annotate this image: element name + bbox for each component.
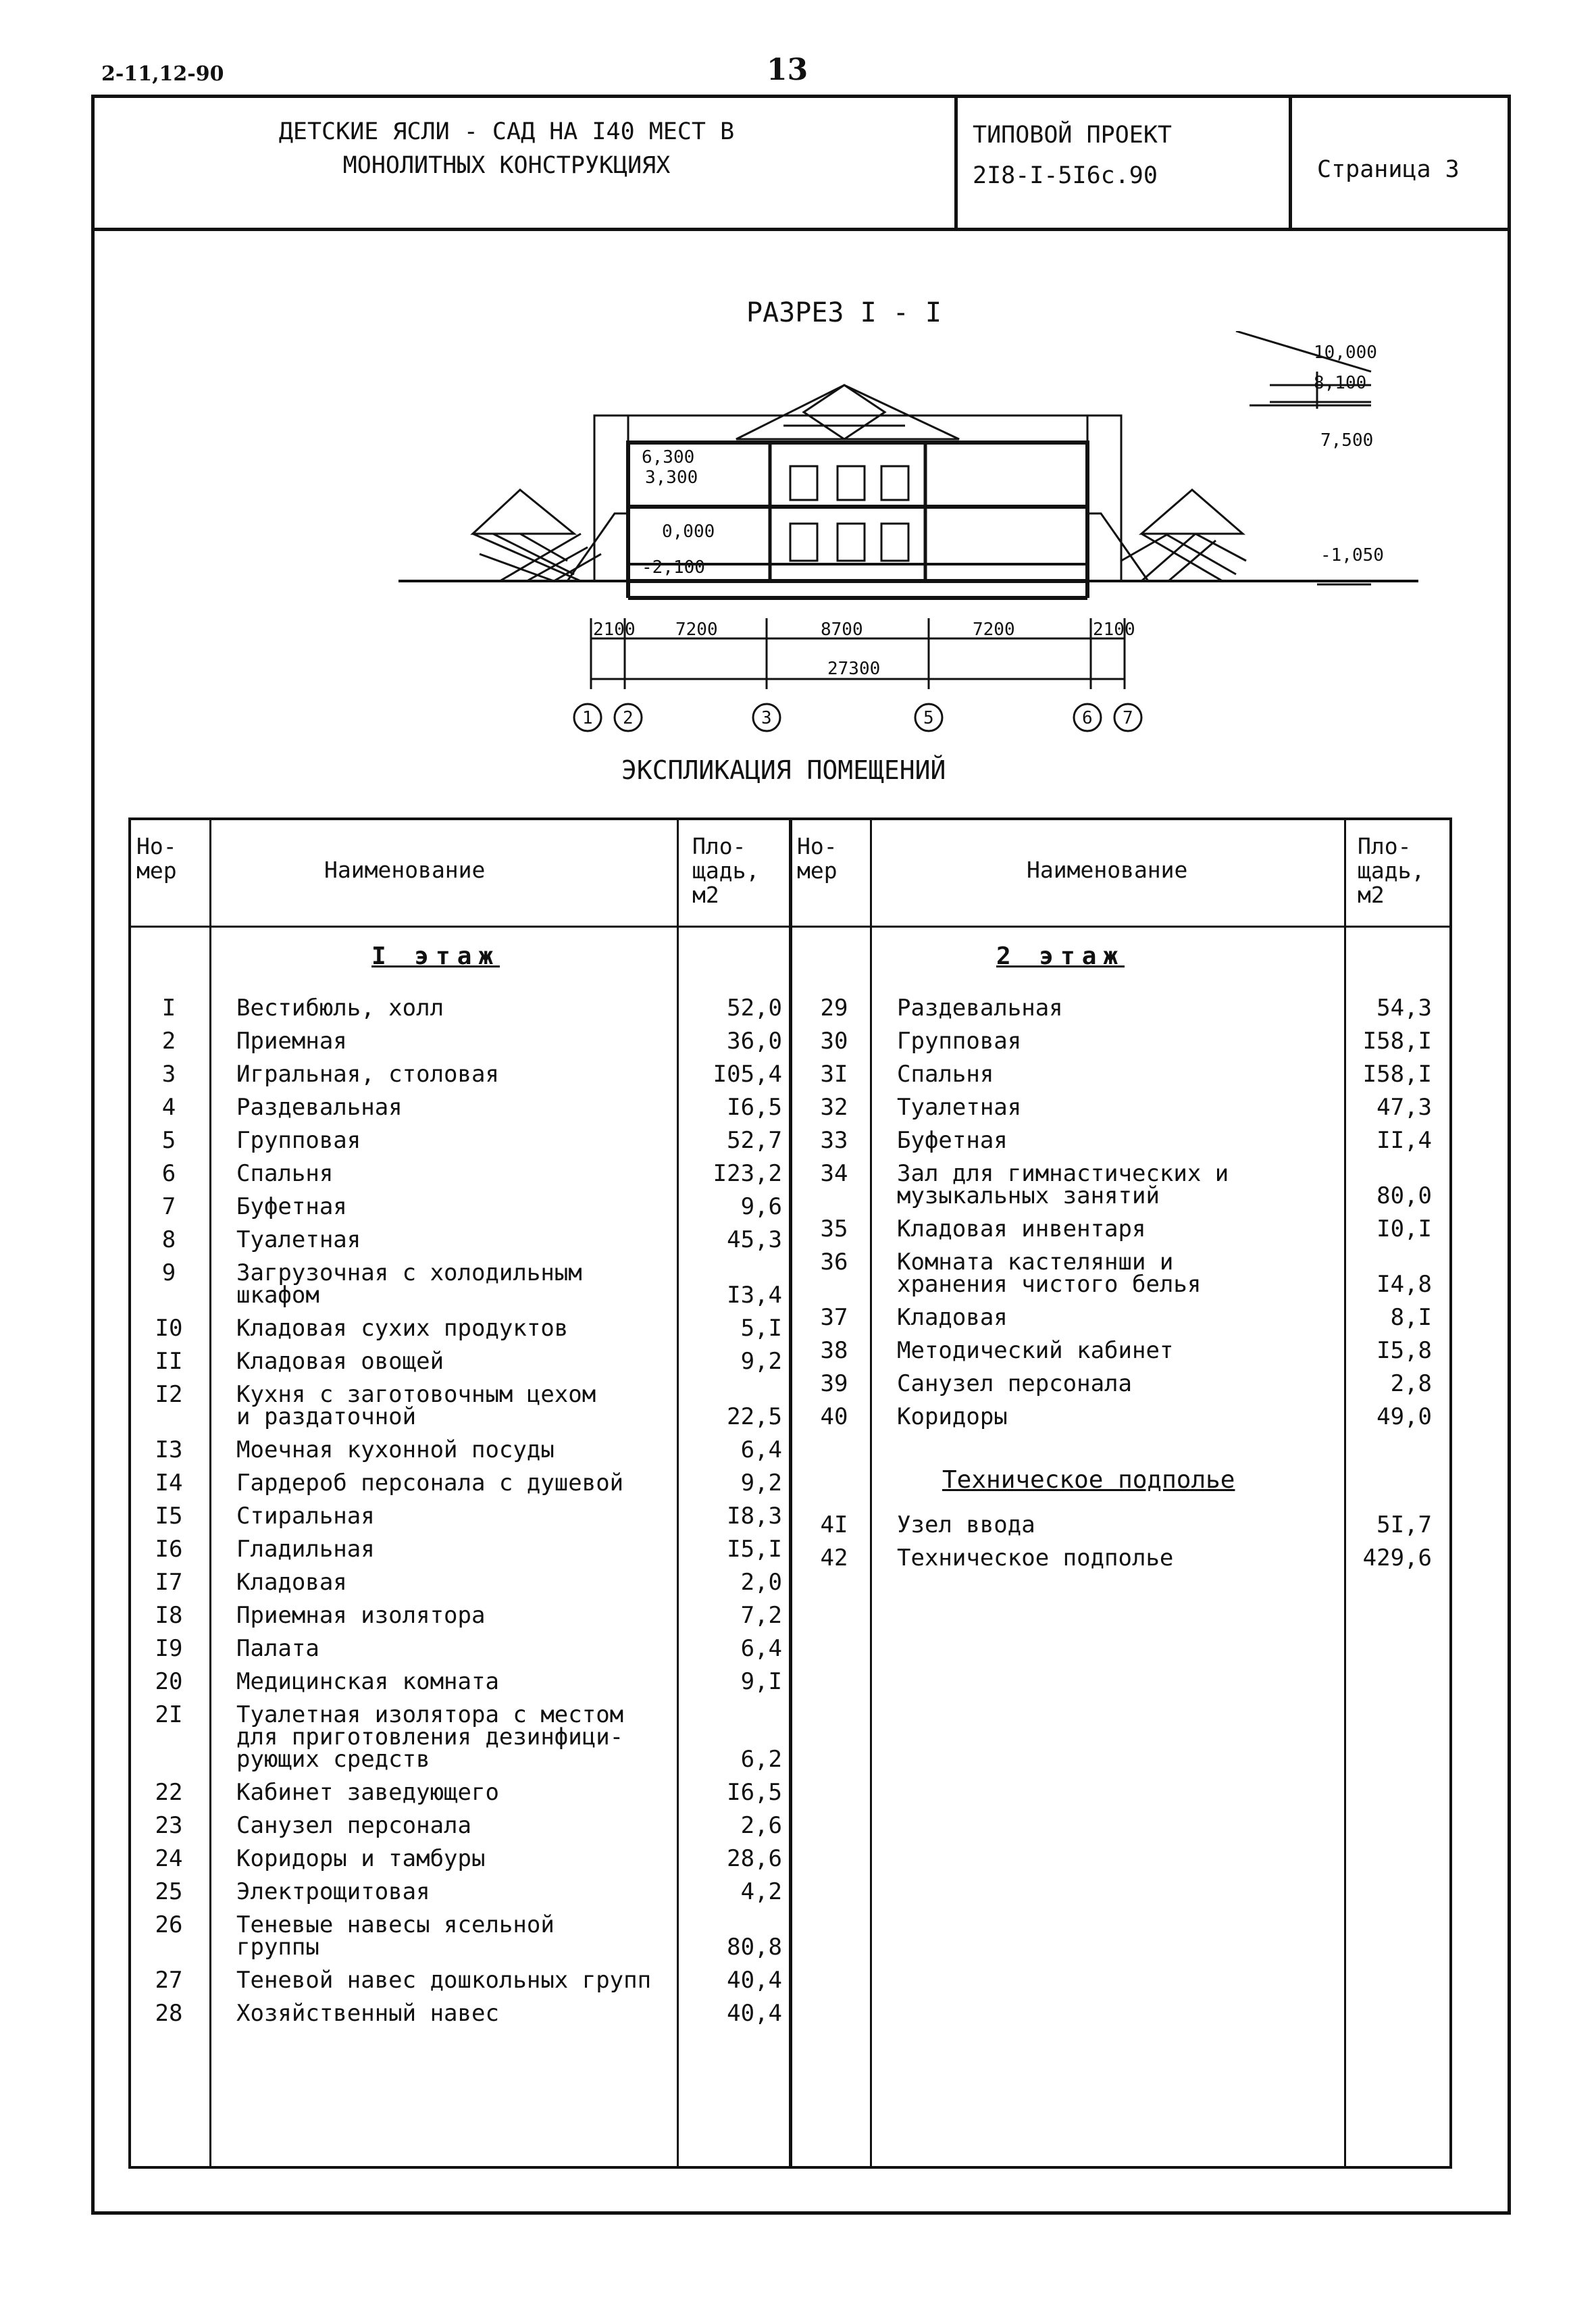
row-name: Приемная изолятора xyxy=(236,1602,486,1629)
row-name: Раздевальная xyxy=(236,1094,403,1121)
row-area: 5,І xyxy=(740,1315,782,1342)
row-area: І05,4 xyxy=(713,1061,782,1088)
row-area: 6,2 xyxy=(740,1746,782,1773)
row-name: Стиральная xyxy=(236,1503,375,1530)
row-name: Моечная кухонной посуды xyxy=(236,1436,555,1463)
row-area: І0,І xyxy=(1376,1215,1432,1242)
header-col-divider-2 xyxy=(1289,95,1292,230)
row-area: 54,3 xyxy=(1376,995,1432,1022)
row-area: 22,5 xyxy=(727,1403,782,1430)
row-name: Туалетная xyxy=(236,1226,361,1253)
row-name: Санузел персонала xyxy=(897,1370,1132,1397)
row-area: 28,6 xyxy=(727,1845,782,1872)
row-name: Кабинет заведующего xyxy=(236,1779,499,1806)
row-number: І5 xyxy=(155,1503,183,1530)
row-number: 23 xyxy=(155,1812,183,1839)
row-name: Кухня с заготовочным цехом xyxy=(236,1381,596,1408)
row-name: Групповая xyxy=(236,1127,361,1154)
row-name: Методический кабинет xyxy=(897,1337,1174,1364)
row-number: ІІ xyxy=(155,1348,183,1375)
row-number: 26 xyxy=(155,1911,183,1938)
section-title: РАЗРЕЗ І - І xyxy=(746,297,942,328)
row-name: рующих средств xyxy=(236,1746,430,1773)
row-name: Электрощитовая xyxy=(236,1878,430,1905)
row-name: Гладильная xyxy=(236,1536,375,1563)
row-number: І4 xyxy=(155,1469,183,1496)
rooms-table xyxy=(128,818,1452,2169)
row-number: 24 xyxy=(155,1845,183,1872)
row-name: Кладовая xyxy=(236,1569,347,1596)
row-number: 2І xyxy=(155,1701,183,1728)
row-name: шкафом xyxy=(236,1282,319,1309)
dim-7200-right: 7200 xyxy=(973,620,1015,640)
row-number: 6 xyxy=(161,1160,176,1187)
project-label: ТИПОВОЙ ПРОЕКТ xyxy=(973,122,1173,149)
axis-2: 2 xyxy=(623,708,634,728)
row-area: 9,2 xyxy=(740,1469,782,1496)
row-name: Вестибюль, холл xyxy=(236,995,444,1022)
elevation-0000: 0,000 xyxy=(662,522,715,542)
elevation-minus-1050: -1,050 xyxy=(1320,545,1384,565)
row-area: 45,3 xyxy=(727,1226,782,1253)
row-name: Коридоры и тамбуры xyxy=(236,1845,486,1872)
row-number: 29 xyxy=(820,995,848,1022)
elevation-7500: 7,500 xyxy=(1320,430,1374,451)
section-drawing xyxy=(378,331,1432,750)
row-number: 4І xyxy=(820,1511,848,1538)
row-area: І58,І xyxy=(1362,1061,1432,1088)
row-number: 40 xyxy=(820,1403,848,1430)
row-area: 6,4 xyxy=(740,1635,782,1662)
row-name: Кладовая овощей xyxy=(236,1348,444,1375)
row-number: 37 xyxy=(820,1304,848,1331)
row-number: 42 xyxy=(820,1544,848,1571)
row-name: Спальня xyxy=(897,1061,994,1088)
dim-2100-right: 2100 xyxy=(1093,620,1135,640)
row-area: І23,2 xyxy=(713,1160,782,1187)
row-area: І3,4 xyxy=(727,1282,782,1309)
row-area: 9,2 xyxy=(740,1348,782,1375)
row-area: І6,5 xyxy=(727,1779,782,1806)
row-number: І9 xyxy=(155,1635,183,1662)
row-number: 35 xyxy=(820,1215,848,1242)
elevation-3300: 3,300 xyxy=(645,468,698,488)
row-name: Раздевальная xyxy=(897,995,1063,1022)
row-number: 3І xyxy=(820,1061,848,1088)
row-name: Буфетная xyxy=(236,1193,347,1220)
row-name: группы xyxy=(236,1934,319,1961)
explication-title: ЭКСПЛИКАЦИЯ ПОМЕЩЕНИЙ xyxy=(621,755,946,785)
row-number: І7 xyxy=(155,1569,183,1596)
row-area: ІІ,4 xyxy=(1376,1127,1432,1154)
row-area: 9,6 xyxy=(740,1193,782,1220)
row-name: Приемная xyxy=(236,1028,347,1055)
elevation-minus-2100: -2,100 xyxy=(642,557,705,578)
dim-2100-left: 2100 xyxy=(593,620,636,640)
row-area: 52,7 xyxy=(727,1127,782,1154)
row-number: І xyxy=(161,995,176,1022)
dim-total: 27300 xyxy=(827,659,881,679)
row-area: 2,8 xyxy=(1390,1370,1432,1397)
project-code: 2І8-І-5І6с.90 xyxy=(973,162,1158,189)
row-area: І5,8 xyxy=(1376,1337,1432,1364)
row-name: Коридоры xyxy=(897,1403,1008,1430)
elevation-6300: 6,300 xyxy=(642,447,695,468)
row-number: І2 xyxy=(155,1381,183,1408)
document-code: 2-11,12-90 xyxy=(101,62,224,86)
row-number: 25 xyxy=(155,1878,183,1905)
row-number: 28 xyxy=(155,2000,183,2027)
elevation-10000: 10,000 xyxy=(1314,343,1377,363)
row-area: 52,0 xyxy=(727,995,782,1022)
row-name: Кладовая инвентаря xyxy=(897,1215,1146,1242)
row-number: 39 xyxy=(820,1370,848,1397)
row-area: 47,3 xyxy=(1376,1094,1432,1121)
title-line-2: МОНОЛИТНЫХ КОНСТРУКЦИЯХ xyxy=(342,152,671,179)
row-name: Игральная, столовая xyxy=(236,1061,499,1088)
row-name: музыкальных занятий xyxy=(897,1182,1160,1209)
row-area: 40,4 xyxy=(727,1967,782,1994)
row-area: І58,І xyxy=(1362,1028,1432,1055)
title-line-1: ДЕТСКИЕ ЯСЛИ - САД НА І40 МЕСТ В xyxy=(278,118,735,145)
row-name: Загрузочная с холодильным xyxy=(236,1259,582,1286)
page-label: Страница 3 xyxy=(1317,156,1460,183)
row-area: І4,8 xyxy=(1376,1271,1432,1298)
row-number: 36 xyxy=(820,1249,848,1276)
row-area: 2,0 xyxy=(740,1569,782,1596)
row-name: Теневые навесы ясельной xyxy=(236,1911,555,1938)
page-number: 13 xyxy=(767,53,808,87)
row-area: І8,3 xyxy=(727,1503,782,1530)
axis-3: 3 xyxy=(761,708,772,728)
row-area: 6,4 xyxy=(740,1436,782,1463)
row-area: 5І,7 xyxy=(1376,1511,1432,1538)
row-name: Теневой навес дошкольных групп xyxy=(236,1967,652,1994)
row-name: Кладовая сухих продуктов xyxy=(236,1315,569,1342)
row-number: 8 xyxy=(161,1226,176,1253)
row-name: хранения чистого белья xyxy=(897,1271,1202,1298)
row-name: Гардероб персонала с душевой xyxy=(236,1469,624,1496)
row-name: Узел ввода xyxy=(897,1511,1035,1538)
floor-1-label: І этаж xyxy=(371,942,500,970)
row-name: Санузел персонала xyxy=(236,1812,471,1839)
row-name: Медицинская комната xyxy=(236,1668,499,1695)
header-number-right: Но- мер xyxy=(797,833,838,884)
axis-6: 6 xyxy=(1082,708,1093,728)
row-number: І3 xyxy=(155,1436,183,1463)
row-number: 4 xyxy=(161,1094,176,1121)
row-number: І6 xyxy=(155,1536,183,1563)
row-name: Туалетная изолятора с местом xyxy=(236,1701,624,1728)
document-title xyxy=(270,115,743,182)
row-area: 4,2 xyxy=(740,1878,782,1905)
row-area: 2,6 xyxy=(740,1812,782,1839)
row-name: Кладовая xyxy=(897,1304,1008,1331)
row-number: 34 xyxy=(820,1160,848,1187)
row-number: 5 xyxy=(161,1127,176,1154)
row-number: І0 xyxy=(155,1315,183,1342)
row-area: 36,0 xyxy=(727,1028,782,1055)
axis-1: 1 xyxy=(582,708,593,728)
floor-2-label: 2 этаж xyxy=(996,942,1125,970)
axis-5: 5 xyxy=(923,708,934,728)
row-area: 7,2 xyxy=(740,1602,782,1629)
row-number: 38 xyxy=(820,1337,848,1364)
header-name-left: Наименование xyxy=(324,857,486,883)
row-name: Техническое подполье xyxy=(897,1544,1174,1571)
row-area: І6,5 xyxy=(727,1094,782,1121)
row-name: Палата xyxy=(236,1635,319,1662)
row-area: 9,І xyxy=(740,1668,782,1695)
axis-7: 7 xyxy=(1123,708,1133,728)
row-name: Туалетная xyxy=(897,1094,1022,1121)
header-name-right: Наименование xyxy=(1027,857,1188,883)
row-name: Зал для гимнастических и xyxy=(897,1160,1229,1187)
dim-7200-left: 7200 xyxy=(675,620,718,640)
header-area-left: Пло- щадь, м2 xyxy=(692,833,760,908)
row-area: 80,8 xyxy=(727,1934,782,1961)
row-area: І5,І xyxy=(727,1536,782,1563)
row-area: 429,6 xyxy=(1362,1544,1432,1571)
row-number: 9 xyxy=(161,1259,176,1286)
row-number: 33 xyxy=(820,1127,848,1154)
dim-8700: 8700 xyxy=(821,620,863,640)
row-name: для приготовления дезинфици- xyxy=(236,1724,624,1751)
row-name: Комната кастелянши и xyxy=(897,1249,1174,1276)
row-number: 20 xyxy=(155,1668,183,1695)
header-divider xyxy=(91,228,1511,231)
row-area: 40,4 xyxy=(727,2000,782,2027)
header-area-right: Пло- щадь, м2 xyxy=(1358,833,1425,908)
row-number: 7 xyxy=(161,1193,176,1220)
row-number: 3 xyxy=(161,1061,176,1088)
row-name: Буфетная xyxy=(897,1127,1008,1154)
row-area: 49,0 xyxy=(1376,1403,1432,1430)
row-name: Спальня xyxy=(236,1160,334,1187)
row-name: и раздаточной xyxy=(236,1403,417,1430)
row-number: І8 xyxy=(155,1602,183,1629)
row-number: 2 xyxy=(161,1028,176,1055)
row-number: 30 xyxy=(820,1028,848,1055)
header-col-divider-1 xyxy=(954,95,958,230)
tech-basement-label: Техническое подполье xyxy=(942,1466,1235,1494)
row-number: 22 xyxy=(155,1779,183,1806)
row-number: 32 xyxy=(820,1094,848,1121)
row-area: 8,І xyxy=(1390,1304,1432,1331)
elevation-8100: 8,100 xyxy=(1314,373,1367,393)
row-area: 80,0 xyxy=(1376,1182,1432,1209)
row-number: 27 xyxy=(155,1967,183,1994)
row-name: Групповая xyxy=(897,1028,1022,1055)
header-number-left: Но- мер xyxy=(136,833,177,884)
row-name: Хозяйственный навес xyxy=(236,2000,499,2027)
